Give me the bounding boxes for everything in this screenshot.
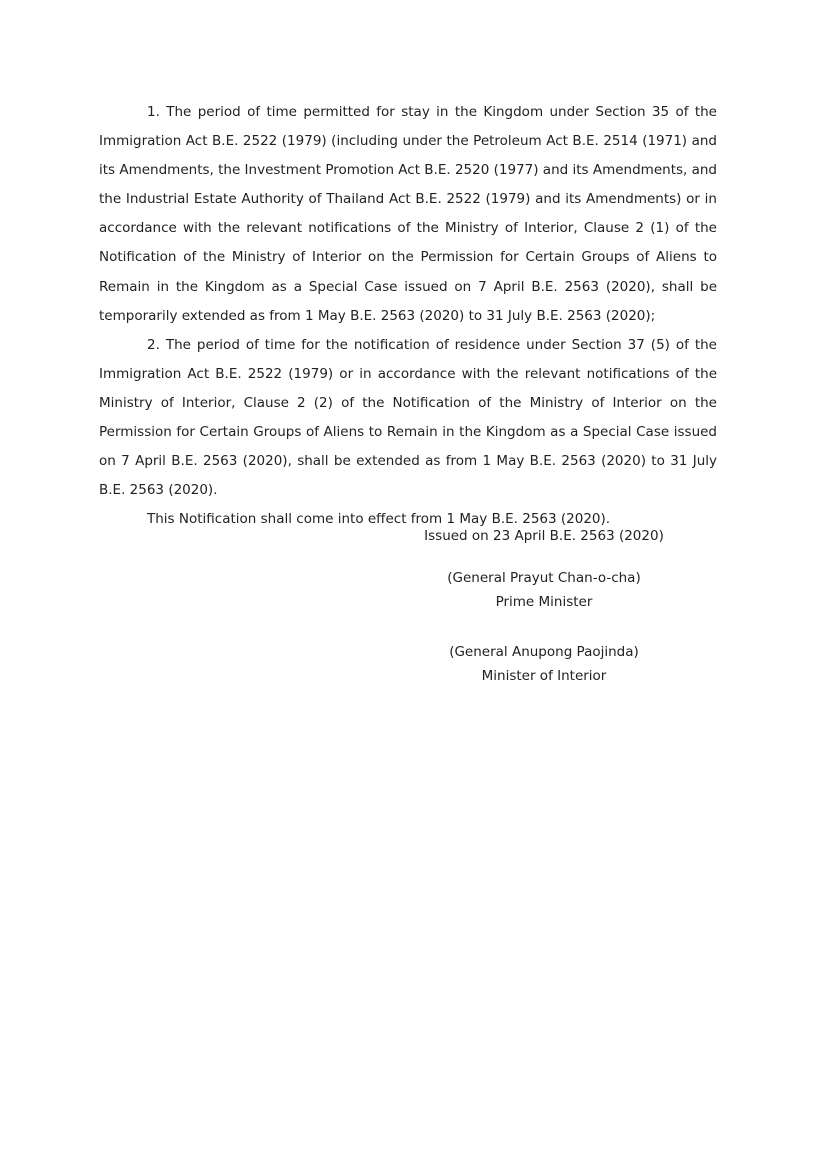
notification-body	[99, 98, 717, 534]
issued-date: Issued on 23 April B.E. 2563 (2020)	[424, 528, 664, 544]
signatory-minister-of-interior	[399, 640, 689, 688]
signatory-name: (General Prayut Chan-o-cha)	[447, 570, 641, 586]
signatory-prime-minister	[399, 566, 689, 614]
clause-2-paragraph: 2. The period of time for the notification of residence under Section 37 (5) of the Immigration Act B.E. 2522 (1979) or in accordance with the relevant notifications of the Ministry of Interior, Clause 2 (2) of the Notification of the Ministry of Interior on the Permission for Certain Groups of Aliens to Remain in the Kingdom as a Special Case issued on 7 April B.E. 2563 (2020), shall be extended as from 1 May B.E. 2563 (2020) to 31 July B.E. 2563 (2020).	[99, 336, 717, 499]
signatory-name: (General Anupong Paojinda)	[449, 644, 639, 660]
signatory-title: Minister of Interior	[481, 668, 607, 684]
signatory-title: Prime Minister	[495, 594, 593, 610]
clause-1-paragraph: 1. The period of time permitted for stay in the Kingdom under Section 35 of the Immigration Act B.E. 2522 (1979) (including under the Petroleum Act B.E. 2514 (1971) and its Amendments, the Investment Promotion Act B.E. 2520 (1977) and its Amendments, and the Industrial Estate Authority of Thailand Act B.E. 2522 (1979) and its Amendments) or in accordance with the relevant notifications of the Ministry of Interior, Clause 2 (1) of the Notification of the Ministry of Interior on the Permission for Certain Groups of Aliens to Remain in the Kingdom as a Special Case issued on 7 April B.E. 2563 (2020), shall be temporarily extended as from 1 May B.E. 2563 (2020) to 31 July B.E. 2563 (2020);	[99, 104, 717, 324]
effective-date-paragraph: This Notification shall come into effect from 1 May B.E. 2563 (2020).	[147, 511, 611, 528]
